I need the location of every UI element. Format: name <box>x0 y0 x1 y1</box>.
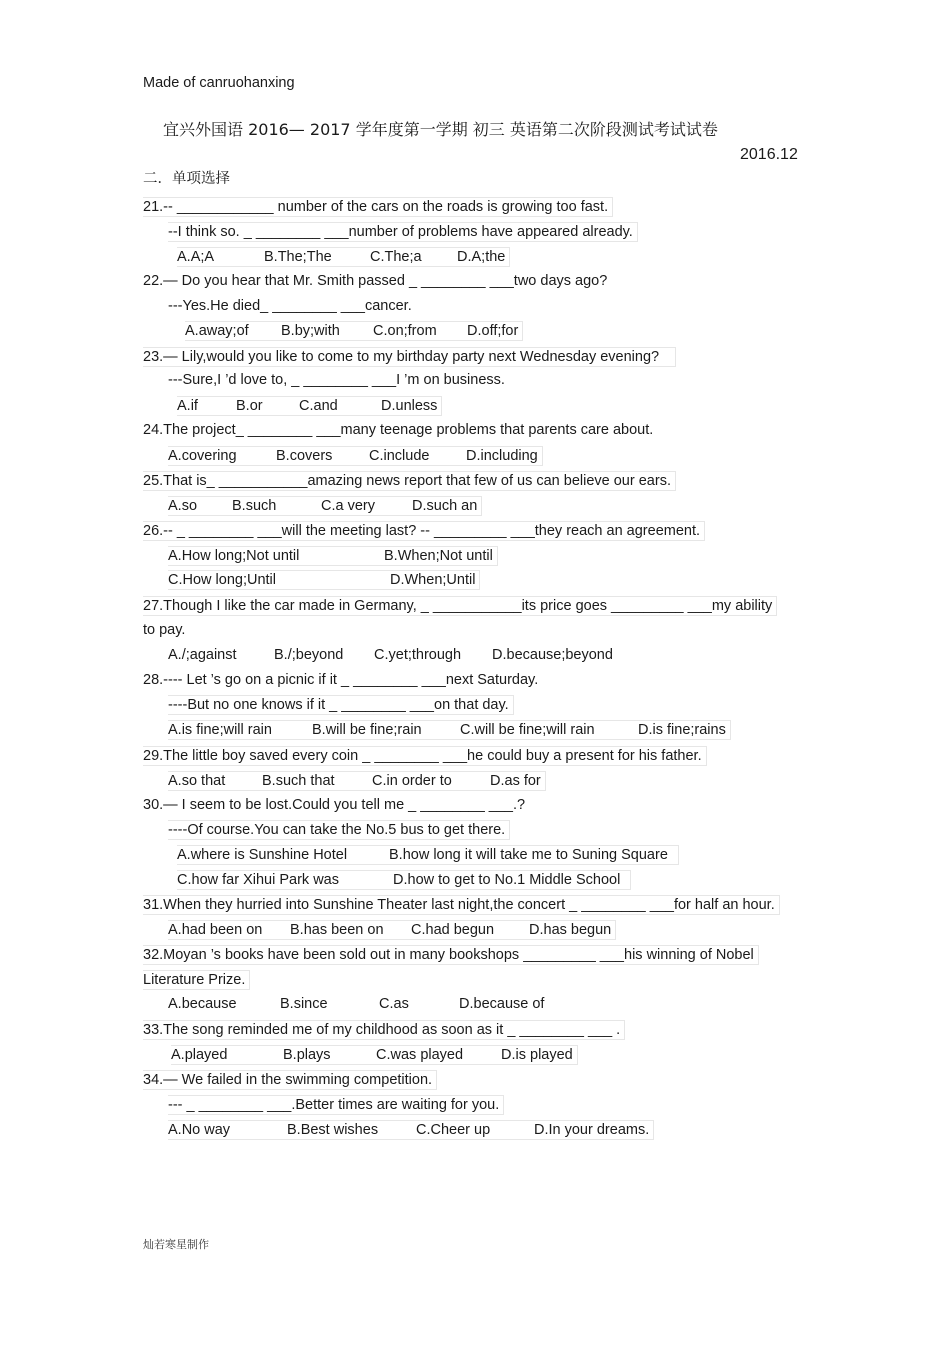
q24-options <box>168 446 543 466</box>
q31-options <box>168 920 616 940</box>
q27-option-d[interactable]: D.because;beyond <box>492 647 613 663</box>
q34-options <box>168 1120 654 1140</box>
q29-options <box>168 771 546 791</box>
q25-stem: 25.That is_ ___________amazing news report that few of us can believe our ears. <box>143 471 676 491</box>
q31-option-a[interactable]: A.had been on <box>168 922 263 938</box>
q33-option-d[interactable]: D.is played <box>501 1047 573 1063</box>
q34-option-c[interactable]: C.Cheer up <box>416 1122 491 1138</box>
q22-stem2: ---Yes.He died_ ________ ___cancer. <box>168 298 412 314</box>
q24-option-a[interactable]: A.covering <box>168 448 237 464</box>
q21-options <box>177 247 510 267</box>
q30-stem: 30.— I seem to be lost.Could you tell me _ ________ ___.? <box>143 797 526 813</box>
q34-stem2: --- _ ________ ___.Better times are waiting for you. <box>168 1095 504 1115</box>
q27-stem2: to pay. <box>143 622 186 638</box>
q31-option-d[interactable]: D.has begun <box>529 922 612 938</box>
exam-date: 2016.12 <box>740 146 798 163</box>
q21-stem: 21.-- ____________ number of the cars on the roads is growing too fast. <box>143 197 613 217</box>
q21-option-b[interactable]: B.The;The <box>264 249 332 265</box>
q30-option-a[interactable]: A.where is Sunshine Hotel <box>177 847 348 863</box>
q28-options <box>168 720 731 740</box>
q26-option-d[interactable]: D.When;Until <box>390 572 476 588</box>
q27-stem: 27.Though I like the car made in Germany, _ ___________its price goes _________ ___my ability <box>143 596 777 616</box>
q24-option-d[interactable]: D.including <box>466 448 538 464</box>
q34-option-a[interactable]: A.No way <box>168 1122 231 1138</box>
q32-options <box>168 995 544 1013</box>
q22-stem: 22.— Do you hear that Mr. Smith passed _ ________ ___two days ago? <box>143 273 608 289</box>
q26-stem: 26.-- _ ________ ___will the meeting last? -- _________ ___they reach an agreement. <box>143 521 705 541</box>
q27-option-c[interactable]: C.yet;through <box>374 647 462 663</box>
q34-stem: 34.— We failed in the swimming competition. <box>143 1070 437 1090</box>
q26-options-row1 <box>168 546 498 566</box>
q23-options <box>177 396 442 416</box>
made-of-text: Made of canruohanxing <box>143 75 295 91</box>
q28-option-a[interactable]: A.is fine;will rain <box>168 722 272 738</box>
q34-option-b[interactable]: B.Best wishes <box>287 1122 379 1138</box>
q23-option-b[interactable]: B.or <box>236 398 263 414</box>
q23-option-d[interactable]: D.unless <box>381 398 438 414</box>
q23-option-a[interactable]: A.if <box>177 398 198 414</box>
q28-option-b[interactable]: B.will be fine;rain <box>312 722 422 738</box>
q27-option-a[interactable]: A./;against <box>168 647 237 663</box>
q32-option-b[interactable]: B.since <box>280 996 328 1012</box>
q33-option-a[interactable]: A.played <box>171 1047 228 1063</box>
q30-option-b[interactable]: B.how long it will take me to Suning Square <box>389 847 668 863</box>
q28-option-d[interactable]: D.is fine;rains <box>638 722 726 738</box>
q30-option-c[interactable]: C.how far Xihui Park was <box>177 872 339 888</box>
q34-option-d[interactable]: D.In your dreams. <box>534 1122 650 1138</box>
q23-stem2: ---Sure,I ’d love to, _ ________ ___I ’m on business. <box>168 372 505 388</box>
q25-option-b[interactable]: B.such <box>232 498 277 514</box>
q23-stem: 23.— Lily,would you like to come to my birthday party next Wednesday evening? <box>143 347 676 367</box>
page-title: 宜兴外国语 2016— 2017 学年度第一学期 初三 英语第二次阶段测试考试试卷 <box>163 120 718 139</box>
q32-stem: 32.Moyan ’s books have been sold out in many bookshops _________ ___his winning of Nobel <box>143 945 759 965</box>
q22-option-c[interactable]: C.on;from <box>373 323 437 339</box>
q21-option-d[interactable]: D.A;the <box>457 249 506 265</box>
q29-option-a[interactable]: A.so that <box>168 773 226 789</box>
q29-option-b[interactable]: B.such that <box>262 773 335 789</box>
q26-option-a[interactable]: A.How long;Not until <box>168 548 300 564</box>
q21-stem2: --I think so. _ ________ ___number of problems have appeared already. <box>168 222 638 242</box>
q26-options-row2 <box>168 570 480 590</box>
q30-options-row2 <box>177 870 631 890</box>
q28-stem: 28.---- Let ’s go on a picnic if it _ ________ ___next Saturday. <box>143 672 539 688</box>
q30-option-d[interactable]: D.how to get to No.1 Middle School <box>393 872 621 888</box>
q25-option-c[interactable]: C.a very <box>321 498 375 514</box>
q27-option-b[interactable]: B./;beyond <box>274 647 344 663</box>
q29-option-d[interactable]: D.as for <box>490 773 541 789</box>
q26-option-b[interactable]: B.When;Not until <box>384 548 493 564</box>
q22-option-a[interactable]: A.away;of <box>185 323 249 339</box>
q31-stem: 31.When they hurried into Sunshine Theater last night,the concert _ ________ ___for half an hour. <box>143 895 780 915</box>
q29-option-c[interactable]: C.in order to <box>372 773 452 789</box>
q32-option-c[interactable]: C.as <box>379 996 409 1012</box>
q30-stem2: ----Of course.You can take the No.5 bus to get there. <box>168 820 510 840</box>
q22-options <box>185 321 523 341</box>
q24-option-c[interactable]: C.include <box>369 448 430 464</box>
q25-option-a[interactable]: A.so <box>168 498 198 514</box>
q22-option-d[interactable]: D.off;for <box>467 323 519 339</box>
q25-options <box>168 496 482 516</box>
q23-option-c[interactable]: C.and <box>299 398 338 414</box>
q21-option-a[interactable]: A.A;A <box>177 249 215 265</box>
q31-option-c[interactable]: C.had begun <box>411 922 495 938</box>
q24-stem: 24.The project_ ________ ___many teenage problems that parents care about. <box>143 422 654 438</box>
q28-option-c[interactable]: C.will be fine;will rain <box>460 722 595 738</box>
q31-option-b[interactable]: B.has been on <box>290 922 384 938</box>
q32-option-a[interactable]: A.because <box>168 996 237 1012</box>
q26-option-c[interactable]: C.How long;Until <box>168 572 276 588</box>
q30-options-row1 <box>177 845 679 865</box>
section-heading: 二．单项选择 <box>143 171 230 187</box>
q32-stem2: Literature Prize. <box>143 970 250 990</box>
q27-options <box>168 646 613 664</box>
footer-credit: 灿若寒星制作 <box>143 1238 209 1251</box>
q28-stem2: ----But no one knows if it _ ________ ___on that day. <box>168 695 514 715</box>
q32-option-d[interactable]: D.because of <box>459 996 545 1012</box>
q33-option-b[interactable]: B.plays <box>283 1047 331 1063</box>
q25-option-d[interactable]: D.such an <box>412 498 478 514</box>
q33-option-c[interactable]: C.was played <box>376 1047 464 1063</box>
q21-option-c[interactable]: C.The;a <box>370 249 422 265</box>
q22-option-b[interactable]: B.by;with <box>281 323 340 339</box>
q29-stem: 29.The little boy saved every coin _ ________ ___he could buy a present for his father. <box>143 746 707 766</box>
q33-stem: 33.The song reminded me of my childhood as soon as it _ ________ ___ . <box>143 1020 625 1040</box>
q33-options <box>171 1045 578 1065</box>
q24-option-b[interactable]: B.covers <box>276 448 333 464</box>
